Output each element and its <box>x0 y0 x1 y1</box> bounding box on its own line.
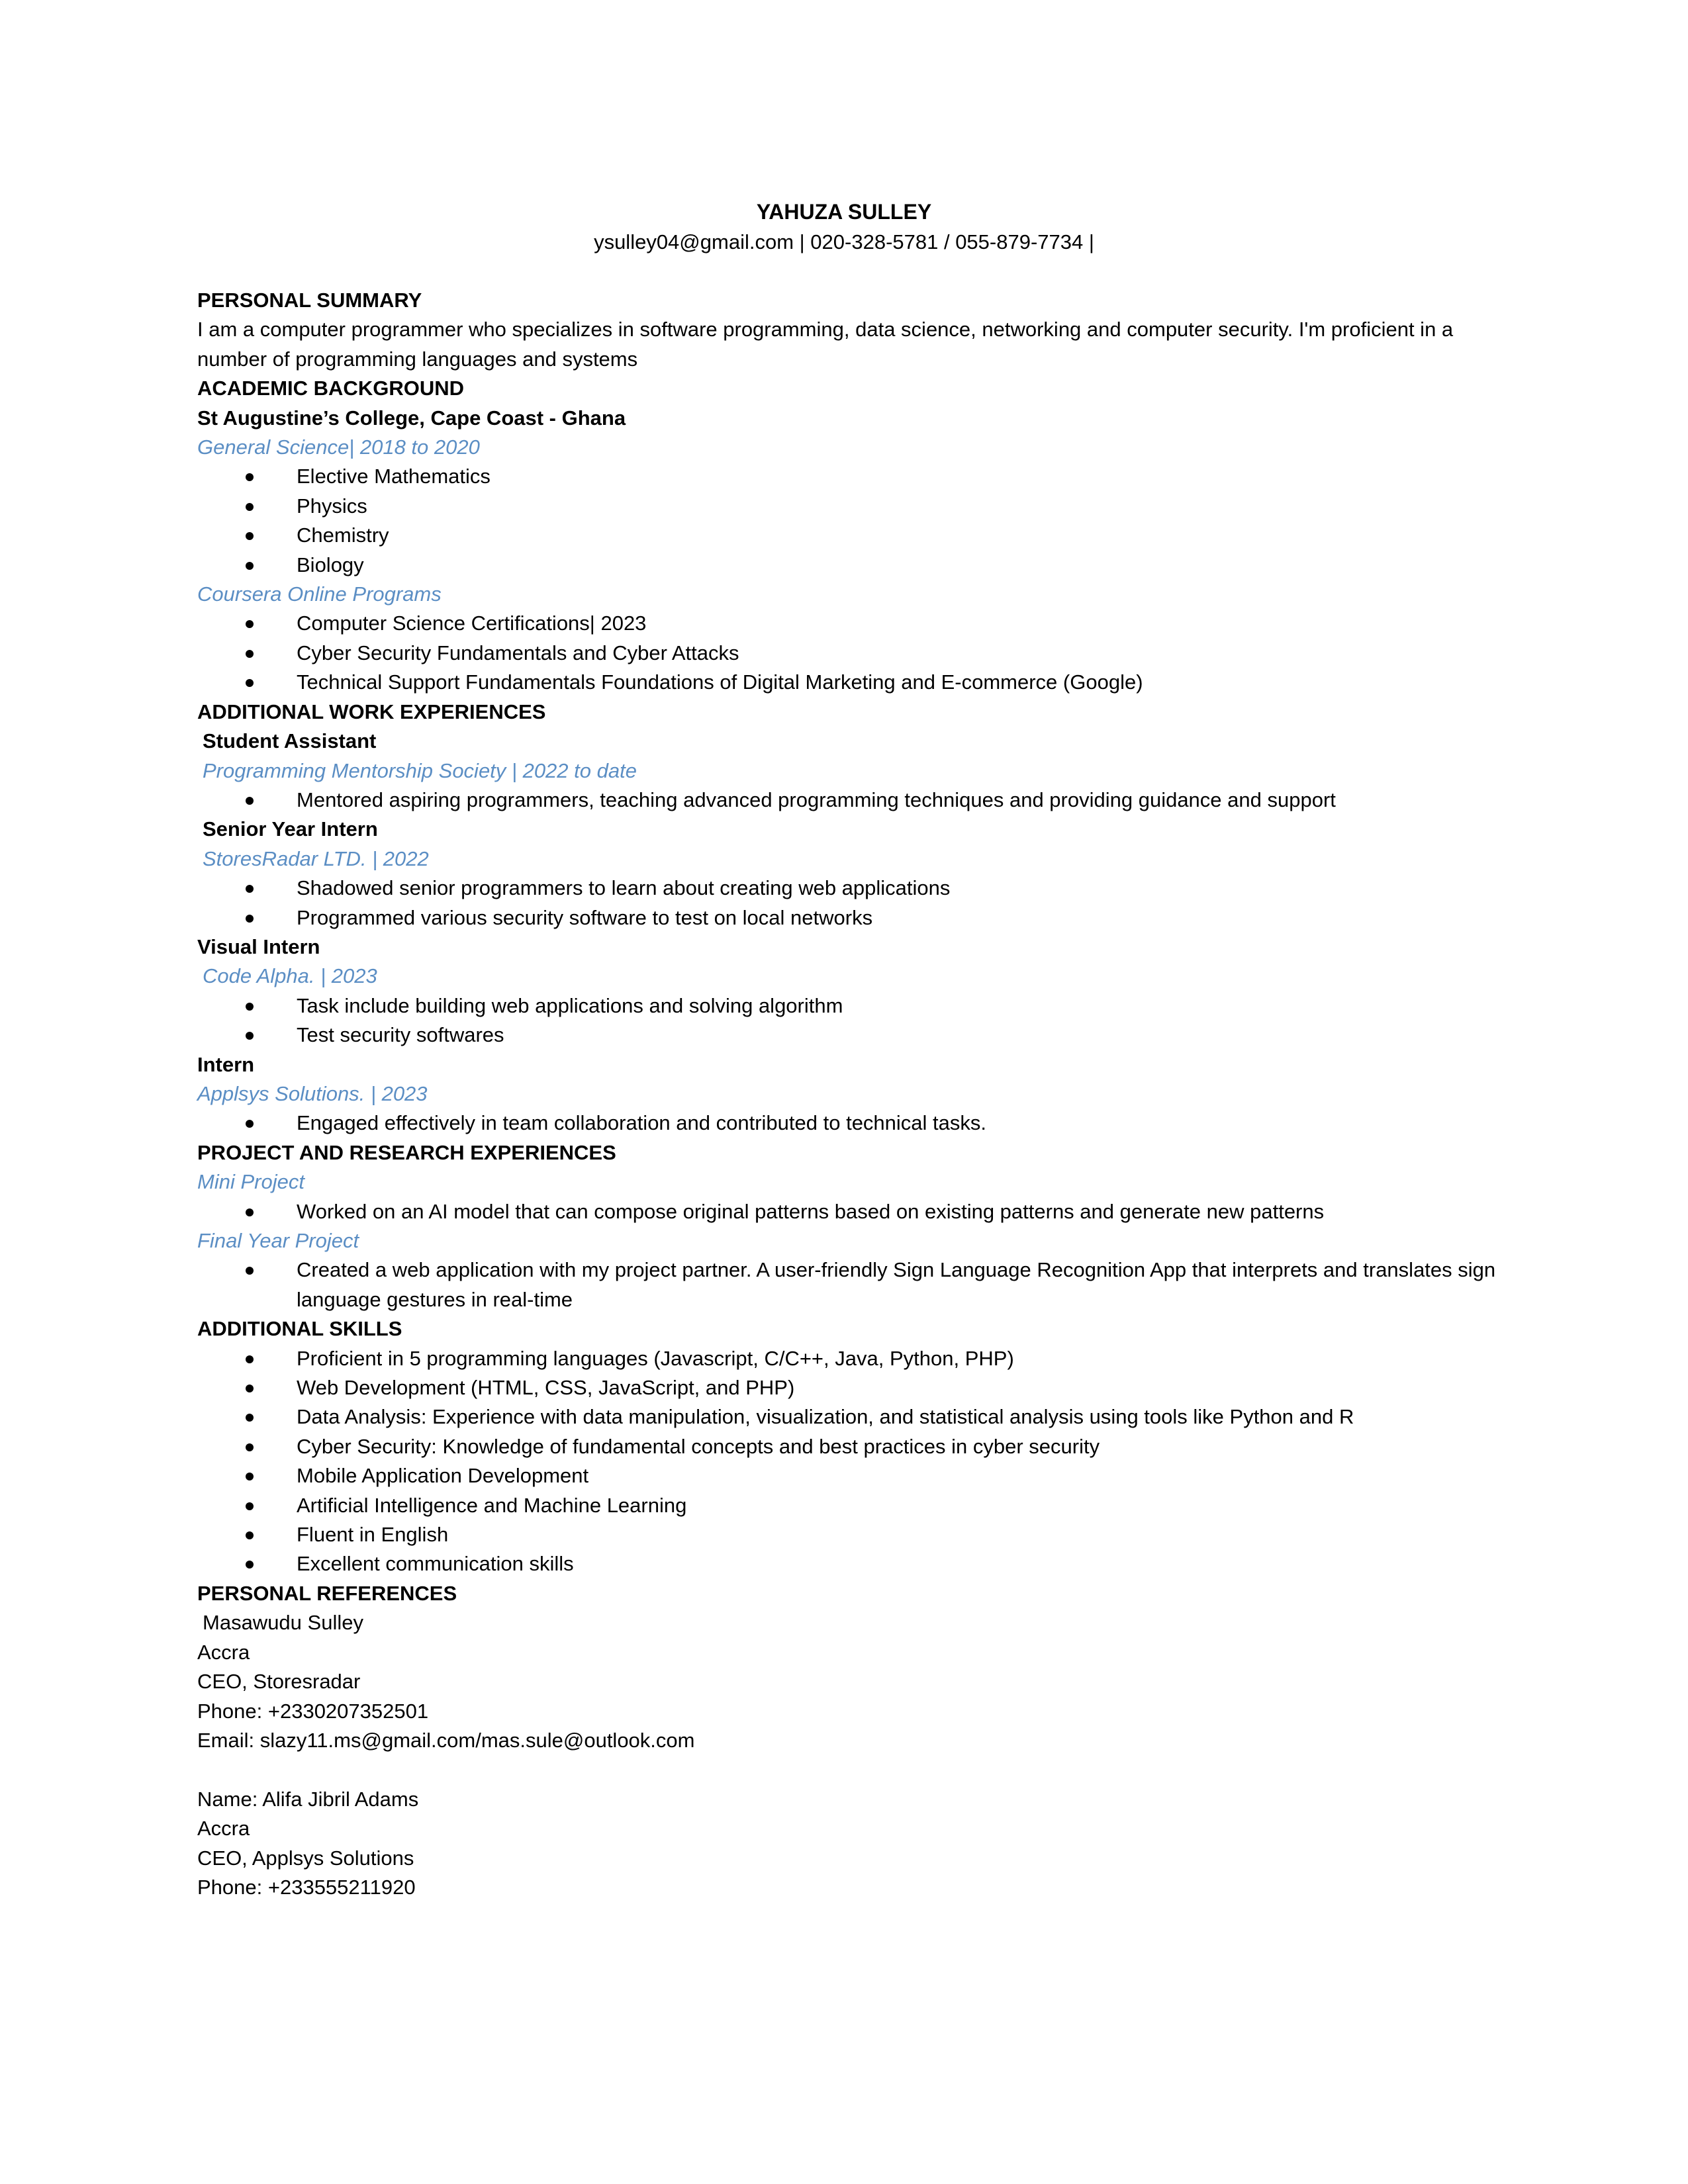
list-item: Shadowed senior programmers to learn about creating web applications <box>197 874 1495 903</box>
bullet-icon <box>246 1032 254 1040</box>
academic-heading: ACADEMIC BACKGROUND <box>197 377 464 400</box>
list-item: Task include building web applications and solving algorithm <box>197 991 1495 1021</box>
list-item: Chemistry <box>197 521 1495 550</box>
summary-text-line: I am a computer programmer who specializes in software programming, data science, networking and computer security. I'm proficient in a <box>197 318 1454 341</box>
list-item: Elective Mathematics <box>197 462 1495 491</box>
bullet-icon <box>246 1003 254 1011</box>
bullet-icon <box>246 1443 254 1451</box>
program-line: General Science| 2018 to 2020 <box>197 435 480 459</box>
skills-heading: ADDITIONAL SKILLS <box>197 1317 402 1341</box>
bullet-icon <box>246 1120 254 1128</box>
list-item: Fluent in English <box>197 1520 1495 1549</box>
list-item: Web Development (HTML, CSS, JavaScript, and PHP) <box>197 1373 1495 1402</box>
bullet-icon <box>246 1502 254 1510</box>
list-item-continuation: language gestures in real-time <box>297 1287 573 1311</box>
list-item: Biology <box>197 551 1495 580</box>
bullet-icon <box>246 1355 254 1363</box>
list-item: Computer Science Certifications| 2023 <box>197 609 1495 638</box>
bullet-icon <box>246 650 254 658</box>
reference-line: CEO, Storesradar <box>197 1670 361 1694</box>
bullet-icon <box>246 562 254 570</box>
list-item: Mobile Application Development <box>197 1461 1495 1490</box>
school-name: St Augustine’s College, Cape Coast - Ghana <box>197 406 626 430</box>
job-title: Intern <box>197 1052 255 1076</box>
list-item: Programmed various security software to test on local networks <box>197 903 1495 933</box>
summary-text-line: number of programming languages and systems <box>197 347 638 371</box>
summary-heading: PERSONAL SUMMARY <box>197 289 422 312</box>
job-org: Code Alpha. | 2023 <box>203 964 377 988</box>
resume-body <box>197 286 1495 1902</box>
bullet-icon <box>246 679 254 687</box>
list-item: Cyber Security Fundamentals and Cyber Attacks <box>197 639 1495 668</box>
list-item: Artificial Intelligence and Machine Learning <box>197 1491 1495 1520</box>
reference-line: Masawudu Sulley <box>203 1611 363 1635</box>
spacer <box>197 1755 1495 1784</box>
bullet-icon <box>246 1561 254 1569</box>
bullet-icon <box>246 1267 254 1275</box>
bullet-icon <box>246 915 254 923</box>
bullet-icon <box>246 473 254 481</box>
list-item: Cyber Security: Knowledge of fundamental concepts and best practices in cyber security <box>197 1432 1495 1461</box>
bullet-icon <box>246 532 254 540</box>
reference-line: Accra <box>197 1817 250 1841</box>
reference-line: Phone: +233555211920 <box>197 1875 416 1899</box>
list-item: Data Analysis: Experience with data manipulation, visualization, and statistical analysis using tools like Python and R <box>197 1402 1495 1432</box>
work-heading: ADDITIONAL WORK EXPERIENCES <box>197 700 546 723</box>
bullet-icon <box>246 797 254 805</box>
list-item: Proficient in 5 programming languages (Javascript, C/C++, Java, Python, PHP) <box>197 1344 1495 1373</box>
job-title: Student Assistant <box>203 729 377 753</box>
reference-line: Name: Alifa Jibril Adams <box>197 1787 419 1811</box>
list-item: Mentored aspiring programmers, teaching advanced programming techniques and providing guidance and support <box>197 786 1495 815</box>
job-org: Applsys Solutions. | 2023 <box>197 1081 428 1105</box>
references-heading: PERSONAL REFERENCES <box>197 1581 457 1605</box>
job-org: StoresRadar LTD. | 2022 <box>203 846 429 870</box>
reference-line: CEO, Applsys Solutions <box>197 1846 414 1870</box>
list-item: Created a web application with my project partner. A user-friendly Sign Language Recognition App that interprets and translates sign <box>197 1255 1495 1285</box>
list-item: Physics <box>197 492 1495 521</box>
job-org: Programming Mentorship Society | 2022 to date <box>203 758 637 782</box>
bullet-icon <box>246 503 254 511</box>
reference-line: Accra <box>197 1640 250 1664</box>
list-item: Technical Support Fundamentals Foundations of Digital Marketing and E-commerce (Google) <box>197 668 1495 697</box>
bullet-icon <box>246 1385 254 1392</box>
mini-project-label: Mini Project <box>197 1170 305 1194</box>
list-item: Worked on an AI model that can compose original patterns based on existing patterns and generate new patterns <box>197 1197 1495 1226</box>
reference-line: Phone: +2330207352501 <box>197 1699 429 1723</box>
bullet-icon <box>246 885 254 893</box>
bullet-icon <box>246 1414 254 1422</box>
job-title: Senior Year Intern <box>203 817 378 841</box>
projects-heading: PROJECT AND RESEARCH EXPERIENCES <box>197 1140 616 1164</box>
list-item: Excellent communication skills <box>197 1549 1495 1578</box>
bullet-icon <box>246 620 254 628</box>
online-programs-line: Coursera Online Programs <box>197 582 442 606</box>
list-item: Test security softwares <box>197 1021 1495 1050</box>
contact-line: ysulley04@gmail.com | 020-328-5781 / 055-879-7734 | <box>594 230 1094 253</box>
final-project-label: Final Year Project <box>197 1229 359 1252</box>
candidate-name: YAHUZA SULLEY <box>756 200 932 224</box>
reference-line: Email: slazy11.ms@gmail.com/mas.sule@outlook.com <box>197 1728 695 1752</box>
list-item: Engaged effectively in team collaboration and contributed to technical tasks. <box>197 1109 1495 1138</box>
bullet-icon <box>246 1531 254 1539</box>
bullet-icon <box>246 1208 254 1216</box>
bullet-icon <box>246 1473 254 1480</box>
job-title: Visual Intern <box>197 934 320 958</box>
